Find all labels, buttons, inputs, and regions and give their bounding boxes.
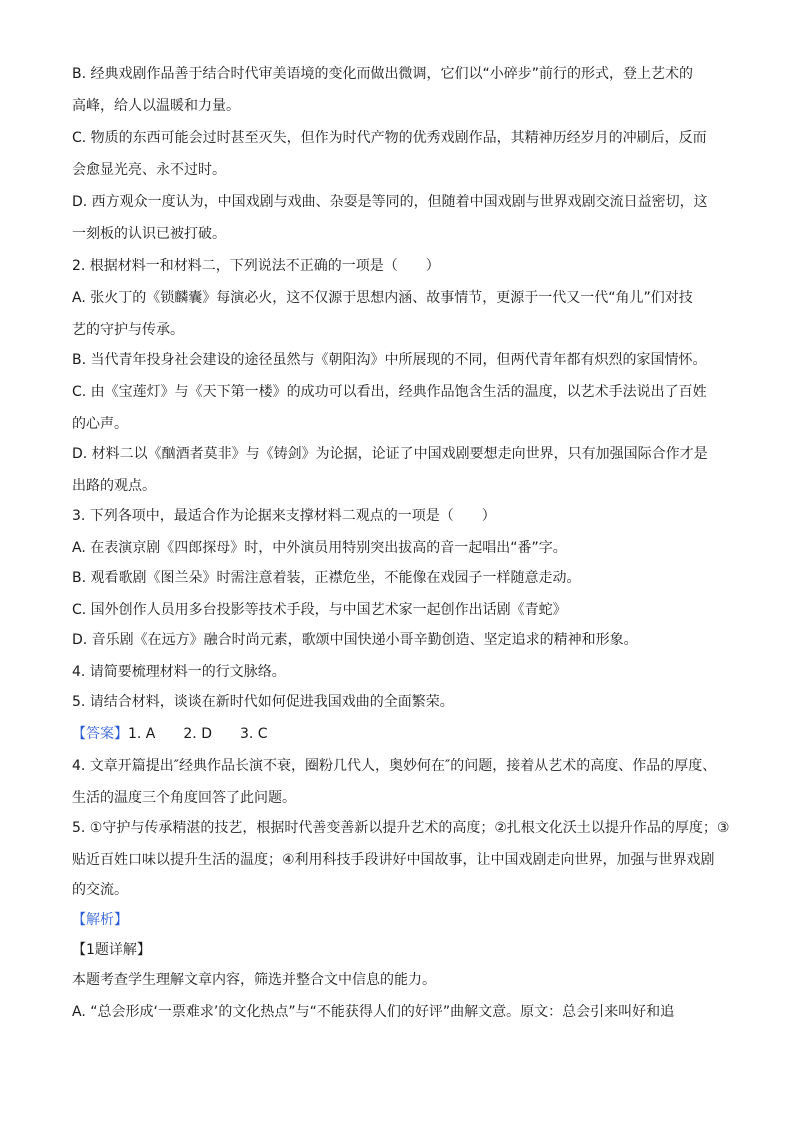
- text-line: 的心声。: [72, 416, 128, 432]
- text-line: D. 材料二以《酗酒者莫非》与《铸剑》为论据，论证了中国戏剧要想走向世界，只有加强国际合作才是: [72, 446, 708, 462]
- text-line: A. “总会形成‘一票难求’的文化热点”与“不能获得人们的好评”曲解文意。原文：总会引来叫好和追: [72, 1004, 675, 1020]
- text-line: 本题考查学生理解文章内容，筛选并整合文中信息的能力。: [72, 972, 436, 988]
- text-line: B. 观看歌剧《图兰朵》时需注意着装，正襟危坐，不能像在戏园子一样随意走动。: [72, 570, 581, 586]
- answer-line: [72, 724, 268, 744]
- text-line: 艺的守护与传承。: [72, 322, 184, 338]
- question-4: 4. 请简要梳理材料一的行文脉络。: [72, 664, 286, 680]
- text-line: B. 当代青年投身社会建设的途径虽然与《朝阳沟》中所展现的不同，但两代青年都有炽烈的家国情怀。: [72, 352, 707, 368]
- text-line: 4. 文章开篇提出″经典作品长演不衰，圈粉几代人，奥妙何在″的问题，接着从艺术的高度、作品的厚度、: [72, 758, 717, 774]
- analysis-label: 【解析】: [72, 912, 128, 928]
- text-line: C. 由《宝莲灯》与《天下第一楼》的成功可以看出，经典作品饱含生活的温度，以艺术手法说出了百姓: [72, 384, 707, 400]
- text-line: 会愈显光亮、永不过时。: [72, 162, 226, 178]
- text-line: D. 音乐剧《在远方》融合时尚元素，歌颂中国快递小哥辛勤创造、坚定追求的精神和形象。: [72, 632, 638, 648]
- text-line: C. 物质的东西可能会过时甚至灭失，但作为时代产物的优秀戏剧作品，其精神历经岁月的冲刷后，反而: [72, 130, 707, 146]
- text-line: A. 张火丁的《锁麟囊》每演必火，这不仅源于思想内涵、故事情节，更源于一代又一代“角儿”们对技: [72, 290, 693, 306]
- text-line: 一刻板的认识已被打破。: [72, 226, 226, 242]
- text-line: B. 经典戏剧作品善于结合时代审美语境的变化而做出微调，它们以“小碎步”前行的形式，登上艺术的: [72, 66, 694, 82]
- text-line: 生活的温度三个角度回答了此问题。: [72, 790, 296, 806]
- text-line: 高峰，给人以温暖和力量。: [72, 98, 240, 114]
- text-line: 5. ①守护与传承精湛的技艺，根据时代善变善新以提升艺术的高度；②扎根文化沃土以提升作品的厚度；③: [72, 820, 730, 836]
- text-line: 的交流。: [72, 882, 128, 898]
- text-line: A. 在表演京剧《四郎探母》时，中外演员用特别突出拔高的音一起唱出“番”字。: [72, 540, 567, 556]
- text-line: 贴近百姓口味以提升生活的温度；④利用科技手段讲好中国故事，让中国戏剧走向世界，加强与世界戏剧: [72, 852, 715, 868]
- answer-text: 1. A 2. D 3. C: [128, 726, 268, 742]
- text-line: 出路的观点。: [72, 478, 156, 494]
- question-5: 5. 请结合材料，谈谈在新时代如何促进我国戏曲的全面繁荣。: [72, 694, 454, 710]
- question-3: 3. 下列各项中，最适合作为论据来支撑材料二观点的一项是（ ）: [72, 508, 496, 524]
- text-line: D. 西方观众一度认为，中国戏剧与戏曲、杂耍是等同的，但随着中国戏剧与世界戏剧交流日益密切，这: [72, 194, 708, 210]
- detail-label: 【1题详解】: [72, 942, 151, 958]
- text-line: C. 国外创作人员用多台投影等技术手段，与中国艺术家一起创作出话剧《青蛇》: [72, 602, 567, 618]
- question-2: 2. 根据材料一和材料二，下列说法不正确的一项是（ ）: [72, 258, 440, 274]
- answer-label: 【答案】: [72, 726, 128, 742]
